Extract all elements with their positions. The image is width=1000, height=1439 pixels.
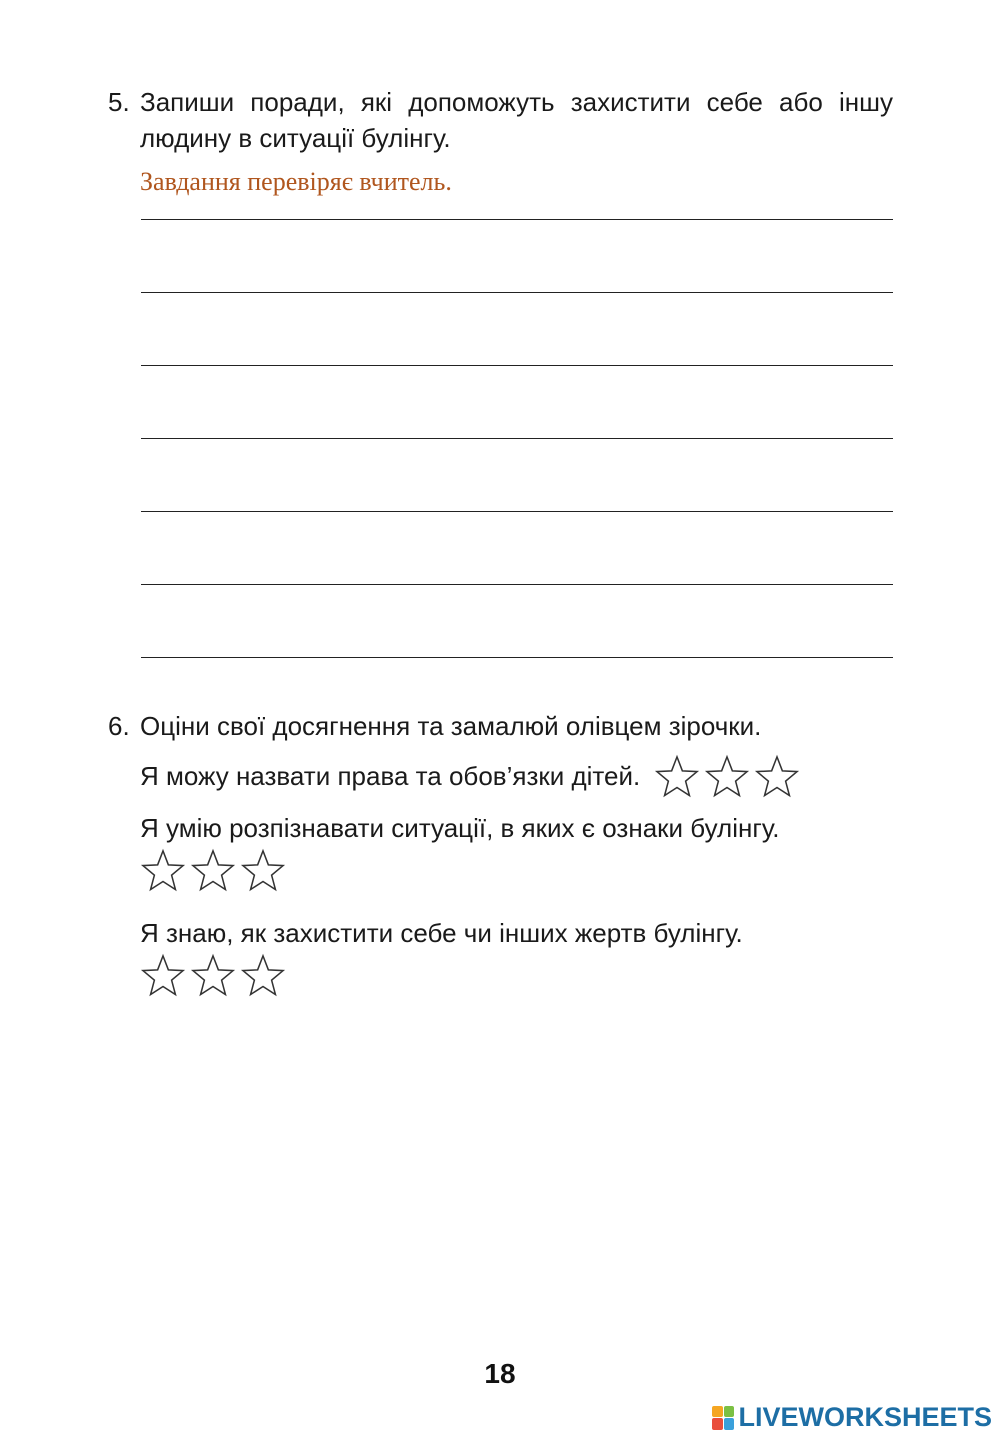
star-icon[interactable] <box>654 754 700 798</box>
star-icon[interactable] <box>140 848 186 892</box>
statement-1 <box>140 754 893 798</box>
star-icon[interactable] <box>704 754 750 798</box>
answer-input[interactable] <box>141 585 897 659</box>
star-icon[interactable] <box>754 754 800 798</box>
task-6-number: 6. <box>108 711 130 741</box>
star-rating <box>654 754 800 798</box>
statement-text: Я можу назвати права та обов’язки дітей. <box>140 761 641 791</box>
task-5 <box>108 84 893 200</box>
liveworksheets-logo-icon <box>712 1406 734 1430</box>
answer-line[interactable] <box>141 438 893 511</box>
answer-input[interactable] <box>141 439 897 513</box>
answer-input[interactable] <box>141 512 897 586</box>
star-icon[interactable] <box>240 953 286 997</box>
task-6-text: Оціни свої досягнення та замалюй олівцем зірочки. <box>140 711 762 741</box>
teacher-check-note: Завдання перевіряє вчитель. <box>140 167 452 196</box>
statement-text: Я умію розпізнавати ситуації, в яких є ознаки булінгу. <box>140 813 780 843</box>
answer-line[interactable] <box>141 219 893 292</box>
statement-text: Я знаю, як захистити себе чи інших жертв булінгу. <box>140 918 743 948</box>
brand-name: LIVEWORKSHEETS <box>738 1402 992 1432</box>
star-icon[interactable] <box>190 848 236 892</box>
star-rating <box>140 953 286 997</box>
task-6 <box>108 708 893 1008</box>
answer-input[interactable] <box>141 220 897 294</box>
task-5-number: 5. <box>108 87 130 117</box>
page-number: 18 <box>484 1358 516 1389</box>
brand[interactable] <box>712 1402 992 1433</box>
star-rating <box>140 848 286 892</box>
star-icon[interactable] <box>140 953 186 997</box>
star-icon[interactable] <box>240 848 286 892</box>
answer-line[interactable] <box>141 584 893 657</box>
answer-line[interactable] <box>141 365 893 438</box>
answer-line[interactable] <box>141 292 893 365</box>
answer-input[interactable] <box>141 293 897 367</box>
answer-line[interactable] <box>141 511 893 584</box>
answer-lines <box>141 219 893 730</box>
statement-2 <box>140 808 893 903</box>
task-5-text: Запиши поради, які допоможуть захистити себе або іншу людину в ситуації булінгу. <box>140 87 893 153</box>
star-icon[interactable] <box>190 953 236 997</box>
statement-3 <box>140 913 893 1008</box>
answer-input[interactable] <box>141 366 897 440</box>
